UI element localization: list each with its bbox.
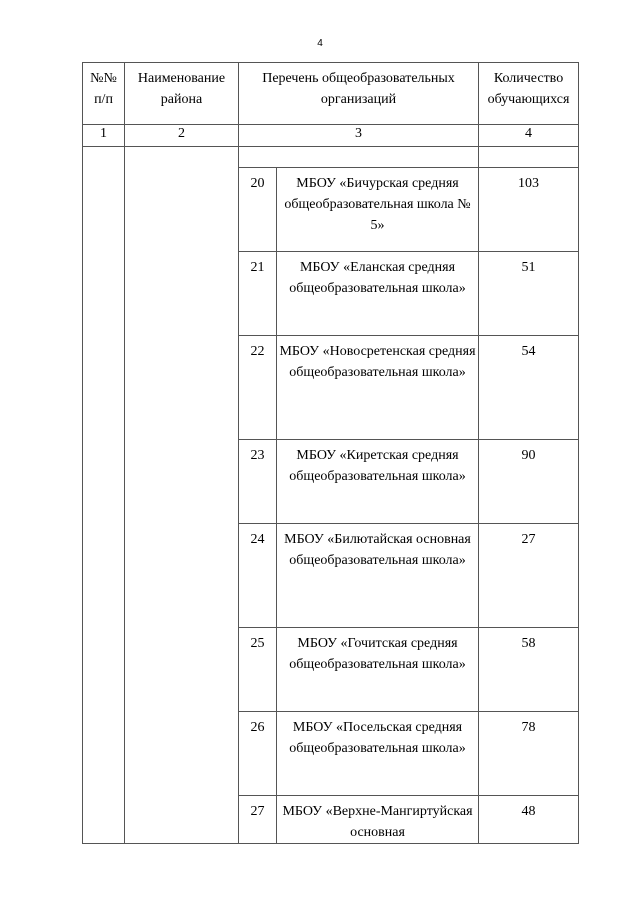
num-cell-merged <box>83 147 125 844</box>
student-count: 78 <box>479 712 579 796</box>
header-row <box>83 63 579 125</box>
school-name: МБОУ «Билютайская основная общеобразовательная школа» <box>277 524 479 628</box>
school-name: МБОУ «Бичурская средняя общеобразовательная школа № 5» <box>277 168 479 252</box>
header-organizations: Перечень общеобразовательных организаций <box>239 63 479 125</box>
student-count: 27 <box>479 524 579 628</box>
student-count: 90 <box>479 440 579 524</box>
row-number: 22 <box>239 336 277 440</box>
header-num: №№ п/п <box>83 63 125 125</box>
student-count: 51 <box>479 252 579 336</box>
student-count: 48 <box>479 796 579 844</box>
school-name: МБОУ «Верхне-Мангиртуйская основная <box>277 796 479 844</box>
student-count: 54 <box>479 336 579 440</box>
school-name: МБОУ «Гочитская средняя общеобразовательная школа» <box>277 628 479 712</box>
col-number: 2 <box>125 125 239 147</box>
col-number: 1 <box>83 125 125 147</box>
student-count: 58 <box>479 628 579 712</box>
page-number: 4 <box>317 38 323 49</box>
row-number: 24 <box>239 524 277 628</box>
row-number: 20 <box>239 168 277 252</box>
spacer-row <box>83 147 579 168</box>
district-cell-merged <box>125 147 239 844</box>
header-district: Наименование района <box>125 63 239 125</box>
header-count: Количество обучающихся <box>479 63 579 125</box>
row-number: 27 <box>239 796 277 844</box>
col-number: 4 <box>479 125 579 147</box>
row-number: 21 <box>239 252 277 336</box>
row-number: 23 <box>239 440 277 524</box>
column-numbers-row <box>83 125 579 147</box>
school-name: МБОУ «Киретская средняя общеобразовательная школа» <box>277 440 479 524</box>
student-count: 103 <box>479 168 579 252</box>
school-name: МБОУ «Новосретенская средняя общеобразовательная школа» <box>277 336 479 440</box>
col-number: 3 <box>239 125 479 147</box>
school-name: МБОУ «Посельская средняя общеобразовательная школа» <box>277 712 479 796</box>
schools-table <box>82 62 579 844</box>
row-number: 25 <box>239 628 277 712</box>
row-number: 26 <box>239 712 277 796</box>
school-name: МБОУ «Еланская средняя общеобразовательная школа» <box>277 252 479 336</box>
